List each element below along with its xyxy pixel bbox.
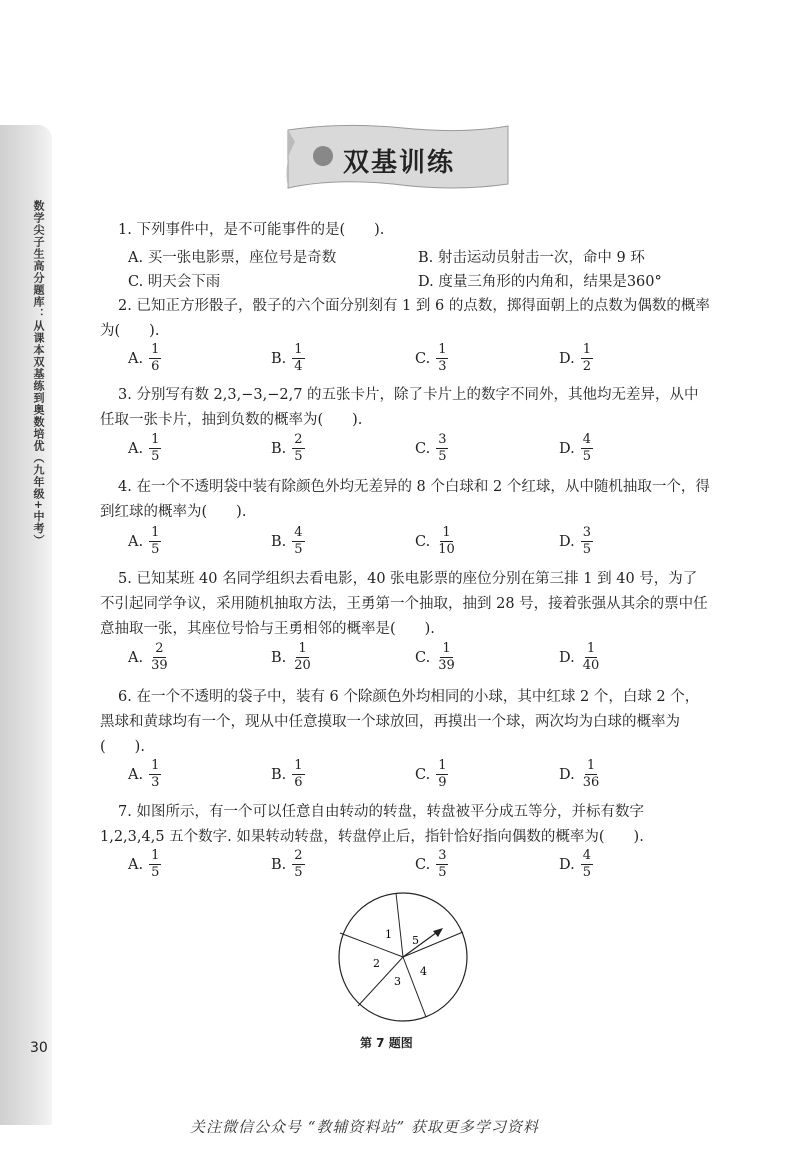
option-fraction — [149, 342, 161, 375]
option-fraction — [292, 432, 304, 465]
q7-option-c — [415, 848, 448, 881]
q1-option-c: C. 明天会下雨 — [128, 274, 221, 290]
fraction-numerator: 1 — [151, 758, 160, 773]
question-1-stem: 1. 下列事件中，是不可能事件的是( ). — [118, 222, 385, 238]
fraction-denominator: 10 — [438, 542, 455, 557]
fraction-denominator: 39 — [151, 658, 168, 673]
fraction-denominator: 40 — [582, 658, 600, 673]
option-label: C. — [415, 856, 431, 873]
option-label: B. — [271, 649, 287, 666]
fraction-numerator: 1 — [151, 342, 160, 357]
option-label: D. — [559, 533, 575, 550]
question-2 — [100, 294, 710, 344]
fraction-numerator: 4 — [294, 525, 303, 540]
fraction-numerator: 3 — [438, 848, 447, 863]
option-label: C. — [415, 440, 431, 457]
fraction-numerator: 1 — [151, 525, 160, 540]
fraction-numerator: 1 — [151, 432, 160, 447]
option-label: B. — [271, 350, 287, 367]
fraction-denominator: 39 — [438, 658, 455, 673]
option-fraction — [581, 848, 593, 881]
option-fraction — [581, 525, 593, 558]
q2-option-c — [415, 342, 448, 375]
fraction-denominator: 5 — [294, 865, 303, 880]
q3-option-b — [271, 432, 305, 465]
question-4-stem: 4. 在一个不透明袋中装有除颜色外均无差异的 8 个白球和 2 个红球，从中随机抽取一个，得到红球的概率为( ). — [100, 479, 710, 520]
question-1 — [100, 218, 710, 243]
fraction-denominator: 6 — [151, 359, 160, 374]
footer-note: 关注微信公众号 “教辅资料站” 获取更多学习资料 — [190, 1118, 539, 1136]
fraction-denominator: 5 — [151, 865, 160, 880]
fraction-denominator: 5 — [294, 542, 303, 557]
q5-option-d — [559, 641, 601, 674]
option-label: C. — [415, 350, 431, 367]
fraction-numerator: 1 — [582, 342, 591, 357]
q6-option-a — [128, 758, 161, 791]
q3-option-a — [128, 432, 161, 465]
question-5 — [100, 567, 710, 642]
q1-option-b: B. 射击运动员射击一次，命中 9 环 — [418, 250, 645, 266]
q6-option-d — [559, 758, 601, 791]
spinner-figure — [330, 888, 480, 1028]
option-fraction — [581, 758, 602, 791]
fraction-numerator: 1 — [586, 641, 596, 656]
q6-option-b — [271, 758, 305, 791]
fraction-denominator: 2 — [582, 359, 591, 374]
option-label: A. — [128, 350, 144, 367]
option-label: D. — [559, 440, 575, 457]
q7-option-a — [128, 848, 161, 881]
q6-option-c — [415, 758, 448, 791]
fraction-denominator: 5 — [438, 865, 447, 880]
fraction-numerator: 3 — [438, 432, 447, 447]
option-fraction — [292, 758, 304, 791]
option-label: C. — [415, 533, 431, 550]
fraction-numerator: 4 — [582, 432, 591, 447]
fraction-numerator: 2 — [294, 432, 303, 447]
option-fraction — [292, 342, 304, 375]
option-fraction — [292, 848, 304, 881]
option-fraction — [581, 432, 593, 465]
option-fraction — [149, 848, 161, 881]
option-fraction — [149, 758, 161, 791]
pointer-arrow-icon — [433, 928, 443, 937]
spinner-divider-1 — [396, 893, 403, 957]
q3-option-c — [415, 432, 448, 465]
fraction-numerator: 3 — [582, 525, 591, 540]
option-fraction — [149, 525, 161, 558]
option-label: C. — [415, 649, 431, 666]
question-2-stem: 2. 已知正方形骰子，骰子的六个面分别刻有 1 到 6 的点数，掷得面朝上的点数为偶数的概率为( ). — [100, 298, 710, 339]
option-fraction — [436, 641, 457, 674]
fraction-numerator: 1 — [298, 641, 307, 656]
fraction-denominator: 5 — [438, 449, 447, 464]
option-label: A. — [128, 533, 144, 550]
q4-option-b — [271, 525, 305, 558]
option-label: A. — [128, 766, 144, 783]
sector-label-5: 5 — [412, 934, 419, 947]
option-fraction — [292, 525, 304, 558]
option-label: D. — [559, 856, 575, 873]
section-title: 双基训练 — [343, 148, 456, 178]
fraction-numerator: 2 — [155, 641, 164, 656]
option-fraction — [149, 432, 161, 465]
banner-circle-icon — [313, 146, 333, 166]
option-fraction — [581, 342, 593, 375]
question-3 — [100, 383, 710, 433]
page-number: 30 — [30, 1040, 48, 1056]
q7-option-b — [271, 848, 305, 881]
question-7 — [100, 800, 710, 850]
question-3-stem: 3. 分别写有数 2,3,−3,−2,7 的五张卡片，除了卡片上的数字不同外，其他均无差异，从中任取一张卡片，抽到负数的概率为( ). — [100, 387, 699, 428]
q5-option-b — [271, 641, 313, 674]
option-label: A. — [128, 649, 144, 666]
option-label: C. — [415, 766, 431, 783]
fraction-denominator: 20 — [294, 658, 311, 673]
fraction-denominator: 5 — [582, 865, 591, 880]
q7-option-d — [559, 848, 593, 881]
fraction-numerator: 1 — [586, 758, 596, 773]
fraction-numerator: 1 — [442, 641, 451, 656]
question-7-stem: 7. 如图所示，有一个可以任意自由转动的转盘，转盘被平分成五等分，并标有数字 1,2,3,4,5 五个数字. 如果转动转盘，转盘停止后，指针恰好指向偶数的概率为( ). — [100, 804, 644, 845]
spinner-divider-2 — [340, 933, 403, 957]
fraction-denominator: 3 — [438, 359, 447, 374]
question-4 — [100, 475, 710, 525]
sector-label-1: 1 — [385, 928, 392, 941]
sector-label-3: 3 — [394, 975, 401, 988]
fraction-numerator: 1 — [151, 848, 160, 863]
q2-option-a — [128, 342, 161, 375]
option-label: D. — [559, 766, 575, 783]
q5-options — [128, 641, 728, 691]
option-fraction — [436, 432, 448, 465]
fraction-numerator: 1 — [294, 758, 303, 773]
option-label: B. — [271, 856, 287, 873]
fraction-numerator: 1 — [438, 758, 447, 773]
option-label: B. — [271, 766, 287, 783]
q5-option-a — [128, 641, 170, 674]
option-fraction — [436, 848, 448, 881]
fraction-denominator: 5 — [582, 542, 591, 557]
option-label: B. — [271, 440, 287, 457]
fraction-denominator: 3 — [151, 775, 160, 790]
option-label: D. — [559, 350, 575, 367]
q5-option-c — [415, 641, 457, 674]
q4-option-c — [415, 525, 457, 558]
option-label: D. — [559, 649, 575, 666]
fraction-denominator: 36 — [582, 775, 600, 790]
question-6 — [100, 685, 710, 760]
q4-option-a — [128, 525, 161, 558]
option-fraction — [581, 641, 602, 674]
q1-option-d: D. 度量三角形的内角和，结果是360° — [418, 274, 662, 290]
option-label: A. — [128, 440, 144, 457]
fraction-denominator: 5 — [582, 449, 591, 464]
fraction-denominator: 5 — [294, 449, 303, 464]
fraction-numerator: 4 — [582, 848, 591, 863]
fraction-denominator: 5 — [151, 449, 160, 464]
option-label: A. — [128, 856, 144, 873]
fraction-numerator: 1 — [442, 525, 451, 540]
question-6-stem: 6. 在一个不透明的袋子中，装有 6 个除颜色外均相同的小球，其中红球 2 个，白球 2 个，黑球和黄球均有一个，现从中任意摸取一个球放回，再摸出一个球，两次均为白球的概率为( ). — [100, 689, 700, 755]
fraction-denominator: 9 — [438, 775, 447, 790]
q2-option-d — [559, 342, 593, 375]
fraction-numerator: 1 — [294, 342, 303, 357]
q4-option-d — [559, 525, 593, 558]
fraction-denominator: 4 — [294, 359, 303, 374]
option-fraction — [292, 641, 313, 674]
sector-label-2: 2 — [373, 957, 380, 970]
option-fraction — [436, 525, 457, 558]
question-5-stem: 5. 已知某班 40 名同学组织去看电影，40 张电影票的座位分别在第三排 1 到 40 号，为了不引起同学争议，采用随机抽取方法，王勇第一个抽取，抽到 28 号，接着张强从其余的票中任意抽取一张，其座位号恰与王勇相邻的概率是( ). — [100, 571, 708, 637]
fraction-numerator: 2 — [294, 848, 303, 863]
option-fraction — [436, 758, 448, 791]
option-fraction — [149, 641, 170, 674]
option-fraction — [436, 342, 448, 375]
fraction-denominator: 6 — [294, 775, 303, 790]
figure-caption: 第 7 题图 — [360, 1036, 413, 1050]
q2-option-b — [271, 342, 305, 375]
fraction-denominator: 5 — [151, 542, 160, 557]
sector-label-4: 4 — [420, 965, 427, 978]
option-label: B. — [271, 533, 287, 550]
q1-option-a: A. 买一张电影票，座位号是奇数 — [128, 250, 337, 266]
book-series-label: 数学尖子生高分题库：从课本双基练到奥数培优（九年级+中考） — [32, 200, 45, 547]
q3-option-d — [559, 432, 593, 465]
fraction-numerator: 1 — [438, 342, 447, 357]
